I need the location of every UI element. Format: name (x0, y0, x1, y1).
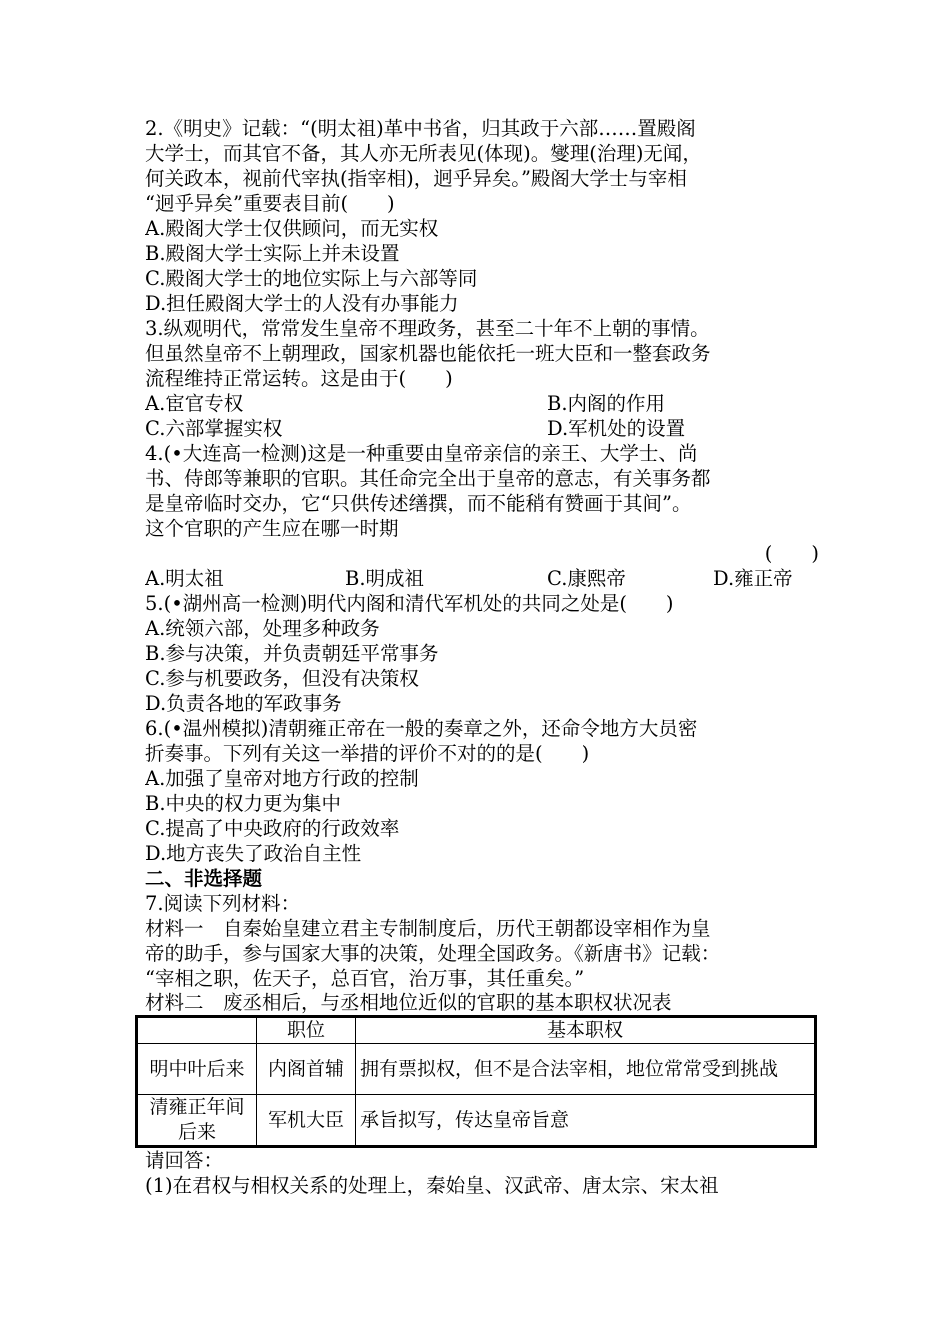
q6-option-b: B.中央的权力更为集中 (145, 792, 342, 815)
q6-option-c: C.提高了中央政府的行政效率 (145, 817, 400, 840)
q7-material1-line-1: 材料一 自秦始皇建立君主专制制度后，历代王朝都设宰相作为皇 (145, 917, 711, 940)
q5-line-1: 5.(•湖州高一检测)明代内阁和清代军机处的共同之处是( ) (145, 592, 674, 615)
officials-table (135, 1015, 817, 1148)
q4-line-2: 书、侍郎等兼职的官职。其任命完全出于皇帝的意志，有关事务都 (145, 467, 711, 490)
table-cell-position: 军机大臣 (257, 1095, 356, 1147)
table-row (137, 1044, 816, 1095)
q3-options-row-1 (145, 391, 825, 416)
table-cell-powers: 承旨拟写，传达皇帝旨意 (356, 1095, 816, 1147)
q6-line-1: 6.(•温州模拟)清朝雍正帝在一般的奏章之外，还命令地方大员密 (145, 717, 698, 740)
table-cell-period: 清雍正年间后来 (137, 1095, 257, 1147)
table-cell-powers: 拥有票拟权，但不是合法宰相，地位常常受到挑战 (356, 1044, 816, 1095)
table-header-row (137, 1017, 816, 1044)
q5-option-a: A.统领六部，处理多种政务 (145, 617, 380, 640)
document-content (145, 116, 825, 1198)
table-cell-position: 内阁首辅 (257, 1044, 356, 1095)
q4-line-4: 这个官职的产生应在哪一时期 (145, 517, 399, 540)
table-row (137, 1095, 816, 1147)
table-header-cell: 基本职权 (356, 1017, 816, 1044)
q5-option-b: B.参与决策，并负责朝廷平常事务 (145, 642, 439, 665)
q3-options-row-2 (145, 416, 825, 441)
q2-line-3: 何关政本，视前代宰执(指宰相)，迥乎异矣。”殿阁大学士与宰相 (145, 167, 687, 190)
q2-option-c: C.殿阁大学士的地位实际上与六部等同 (145, 267, 478, 290)
q6-option-a: A.加强了皇帝对地方行政的控制 (145, 767, 419, 790)
q4-line-1: 4.(•大连高一检测)这是一种重要由皇帝亲信的亲王、大学士、尚 (145, 442, 698, 465)
q3-option-c: C.六部掌握实权 (145, 417, 283, 440)
q3-line-2: 但虽然皇帝不上朝理政，国家机器也能依托一班大臣和一整套政务 (145, 342, 711, 365)
q4-option-c: C.康熙帝 (547, 567, 626, 590)
q2-line-1: 2.《明史》记载：“(明太祖)革中书省，归其政于六部……置殿阁 (145, 117, 696, 140)
table-cell-period: 明中叶后来 (137, 1044, 257, 1095)
q3-option-a: A.宦官专权 (145, 392, 244, 415)
q7-material1-line-2: 帝的助手，参与国家大事的决策，处理全国政务。《新唐书》记载： (145, 942, 721, 965)
q5-option-d: D.负责各地的军政事务 (145, 692, 342, 715)
q4-option-d: D.雍正帝 (713, 567, 793, 590)
q2-option-b: B.殿阁大学士实际上并未设置 (145, 242, 400, 265)
q3-option-d: D.军机处的设置 (547, 417, 686, 440)
q6-line-2: 折奏事。下列有关这一举措的评价不对的的是( ) (145, 742, 590, 765)
q4-line-3: 是皇帝临时交办，它“只供传述缮撰，而不能稍有赞画于其间”。 (145, 492, 692, 515)
q4-option-b: B.明成祖 (345, 567, 425, 590)
q2-line-2: 大学士，而其官不备，其人亦无所表见(体现)。燮理(治理)无闻， (145, 142, 702, 165)
section-heading: 二、非选择题 (145, 867, 263, 890)
q7-material1-line-3: “宰相之职，佐天子，总百官，治万事，其任重矣。” (145, 967, 585, 990)
q7-intro: 7.阅读下列材料： (145, 892, 301, 915)
q4-options-row (145, 566, 825, 591)
q6-option-d: D.地方丧失了政治自主性 (145, 842, 362, 865)
q3-option-b: B.内阁的作用 (547, 392, 666, 415)
table-header-cell: 职位 (257, 1017, 356, 1044)
q2-line-4: “迥乎异矣”重要表目前( ) (145, 192, 395, 215)
table-header-cell (137, 1017, 257, 1044)
q4-answer-blank: ( ) (764, 542, 819, 565)
q7-subquestion-1: (1)在君权与相权关系的处理上，秦始皇、汉武帝、唐太宗、宋太祖 (145, 1174, 719, 1197)
q7-prompt: 请回答： (145, 1149, 224, 1172)
q3-line-3: 流程维持正常运转。这是由于( ) (145, 367, 453, 390)
q2-option-d: D.担任殿阁大学士的人没有办事能力 (145, 292, 459, 315)
q7-material2-title: 材料二 废丞相后，与丞相地位近似的官职的基本职权状况表 (145, 991, 672, 1014)
q5-option-c: C.参与机要政务，但没有决策权 (145, 667, 419, 690)
q2-option-a: A.殿阁大学士仅供顾问，而无实权 (145, 217, 439, 240)
q4-option-a: A.明太祖 (145, 567, 224, 590)
q3-line-1: 3.纵观明代，常常发生皇帝不理政务，甚至二十年不上朝的事情。 (145, 317, 710, 340)
